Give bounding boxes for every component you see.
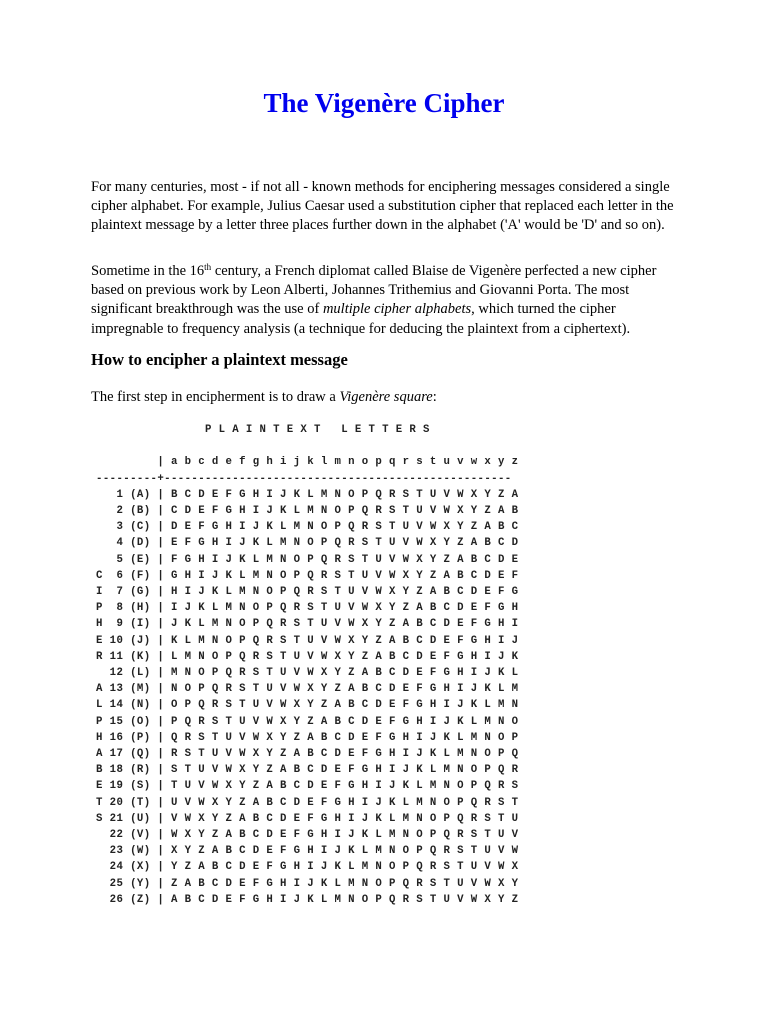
history-paragraph [91, 262, 681, 339]
ordinal-suffix: th [204, 262, 212, 272]
vigenere-square-emphasis: Vigenère square [339, 389, 433, 405]
history-text-middle: century, a French diplomat called Blaise de Vigenère perfected a new cipher based on previous work by Leon Alberti, Johannes Trithemius and Giovanni Porta. The most significant breakthrough was the use of [91, 263, 657, 318]
encipher-text-end: : [432, 389, 437, 405]
vigenere-square-table: P L A I N T E X T L E T T E R S | a b c d e f g h i j k l m n o p q r s t u v w x y z ---------+--------------------------------------------------- 1 (A) | B C D E F G H I J K L M N O P Q R S T U V W X Y Z A 2 (B) | C D E F G H I J K L M N O P Q R S T U V W X Y Z A B 3 (C) | D E F G H I J K L M N O P Q R S T U V W X Y Z A B C 4 (D) | E F G H I J K L M N O P Q R S T U V W X Y Z A B C D 5 (E) | F G H I J K L M N O P Q R S T U V W X Y Z A B C D E C 6 (F) | G H I J K L M N O P Q R S T U V W X Y Z A B C D E F I 7 (G) | H I J K L M N O P Q R S T U V W X Y Z A B C D E F G P 8 (H) | I J K L M N O P Q R S T U V W X Y Z A B C D E F G H H 9 (I) | J K L M N O P Q R S T U V W X Y Z A B C D E F G H I E 10 (J) | K L M N O P Q R S T U V W X Y Z A B C D E F G H I J R 11 (K) | L M N O P Q R S T U V W X Y Z A B C D E F G H I J K 12 (L) | M N O P Q R S T U V W X Y Z A B C D E F G H I J K L A 13 (M) | N O P Q R S T U V W X Y Z A B C D E F G H I J K L M L 14 (N) | O P Q R S T U V W X Y Z A B C D E F G H I J K L M N P 15 (O) | P Q R S T U V W X Y Z A B C D E F G H I J K L M N O H 16 (P) | Q R S T U V W X Y Z A B C D E F G H I J K L M N O P A 17 (Q) | R S T U V W X Y Z A B C D E F G H I J K L M N O P Q B 18 (R) | S T U V W X Y Z A B C D E F G H I J K L M N O P Q R E 19 (S) | T U V W X Y Z A B C D E F G H I J K L M N O P Q R S T 20 (T) | U V W X Y Z A B C D E F G H I J K L M N O P Q R S T S 21 (U) | V W X Y Z A B C D E F G H I J K L M N O P Q R S T U 22 (V) | W X Y Z A B C D E F G H I J K L M N O P Q R S T U V 23 (W) | X Y Z A B C D E F G H I J K L M N O P Q R S T U V W 24 (X) | Y Z A B C D E F G H I J K L M N O P Q R S T U V W X 25 (Y) | Z A B C D E F G H I J K L M N O P Q R S T U V W X Y 26 (Z) | A B C D E F G H I J K L M N O P Q R S T U V W X Y Z [96, 424, 519, 906]
encipher-text-start: The first step in encipherment is to draw a [91, 389, 340, 405]
multiple-alphabets-emphasis: multiple cipher alphabets [322, 301, 472, 318]
section-heading: How to encipher a plaintext message [91, 350, 348, 369]
history-text-end: , which turned the cipher impregnable to frequency analysis (a technique for deducing the plaintext from a ciphertext). [91, 301, 631, 337]
intro-paragraph: For many centuries, most - if not all - known methods for enciphering messages considered a single cipher alphabet. For example, Julius Caesar used a substitution cipher that replaced each letter in the plaintext message by a letter three places further down in the alphabet ('A' would be 'D' and so on). [91, 179, 674, 234]
history-text-start: Sometime in the 16 [91, 263, 205, 279]
encipher-intro-paragraph [91, 388, 681, 407]
page-title: The Vigenère Cipher [263, 88, 505, 118]
